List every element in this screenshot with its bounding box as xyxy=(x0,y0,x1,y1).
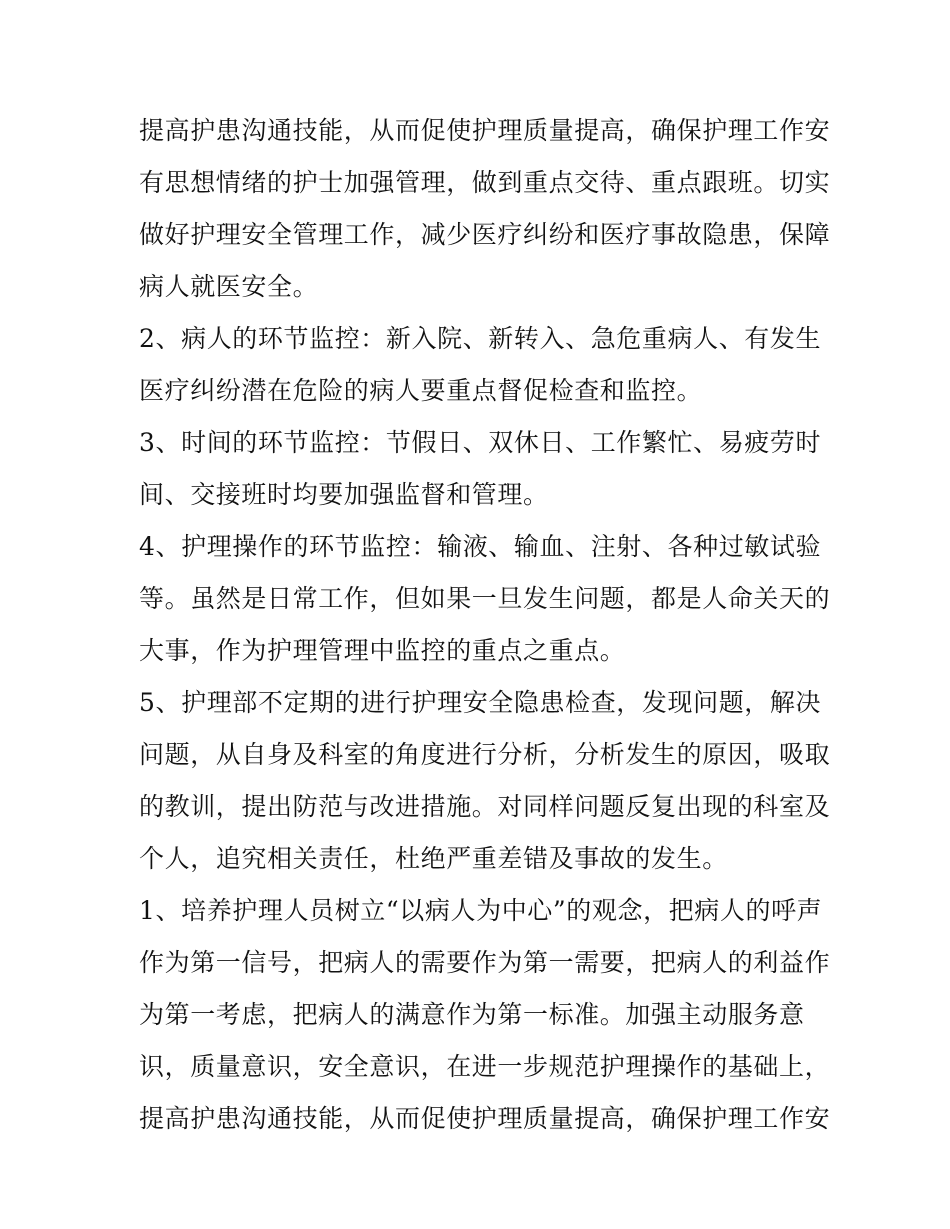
text-line-5: 2、病人的环节监控：新入院、新转入、急危重病人、有发生 xyxy=(139,324,822,353)
text-line-9: 4、护理操作的环节监控：输液、输血、注射、各种过敏试验 xyxy=(139,532,822,561)
text-line-8: 间、交接班时均要加强监督和管理。 xyxy=(139,480,549,509)
text-line-19: 识，质量意识，安全意识，在进一步规范护理操作的基础上， xyxy=(139,1052,831,1081)
text-line-18: 为第一考虑，把病人的满意作为第一标准。加强主动服务意 xyxy=(139,1000,805,1029)
text-line-20: 提高护患沟通技能，从而促使护理质量提高，确保护理工作安 xyxy=(139,1104,831,1133)
text-line-1: 提高护患沟通技能，从而促使护理质量提高，确保护理工作安 xyxy=(139,116,831,145)
text-line-6: 医疗纠纷潜在危险的病人要重点督促检查和监控。 xyxy=(139,376,703,405)
text-line-17: 作为第一信号，把病人的需要作为第一需要，把病人的利益作 xyxy=(139,948,831,977)
text-line-10: 等。虽然是日常工作，但如果一旦发生问题，都是人命关天的 xyxy=(139,584,831,613)
text-line-3: 做好护理安全管理工作，减少医疗纠纷和医疗事故隐患，保障 xyxy=(139,220,831,249)
text-line-15: 个人，追究相关责任，杜绝严重差错及事故的发生。 xyxy=(139,844,728,873)
text-line-12: 5、护理部不定期的进行护理安全隐患检查，发现问题，解决 xyxy=(139,688,822,717)
text-line-14: 的教训，提出防范与改进措施。对同样问题反复出现的科室及 xyxy=(139,792,831,821)
text-line-13: 问题，从自身及科室的角度进行分析，分析发生的原因，吸取 xyxy=(139,740,831,769)
document-body xyxy=(139,105,831,1145)
text-line-16: 1、培养护理人员树立“以病人为中心”的观念，把病人的呼声 xyxy=(139,896,823,925)
text-line-11: 大事，作为护理管理中监控的重点之重点。 xyxy=(139,636,626,665)
text-line-4: 病人就医安全。 xyxy=(139,272,319,301)
text-line-2: 有思想情绪的护士加强管理，做到重点交待、重点跟班。切实 xyxy=(139,168,831,197)
text-line-7: 3、时间的环节监控：节假日、双休日、工作繁忙、易疲劳时 xyxy=(139,428,822,457)
